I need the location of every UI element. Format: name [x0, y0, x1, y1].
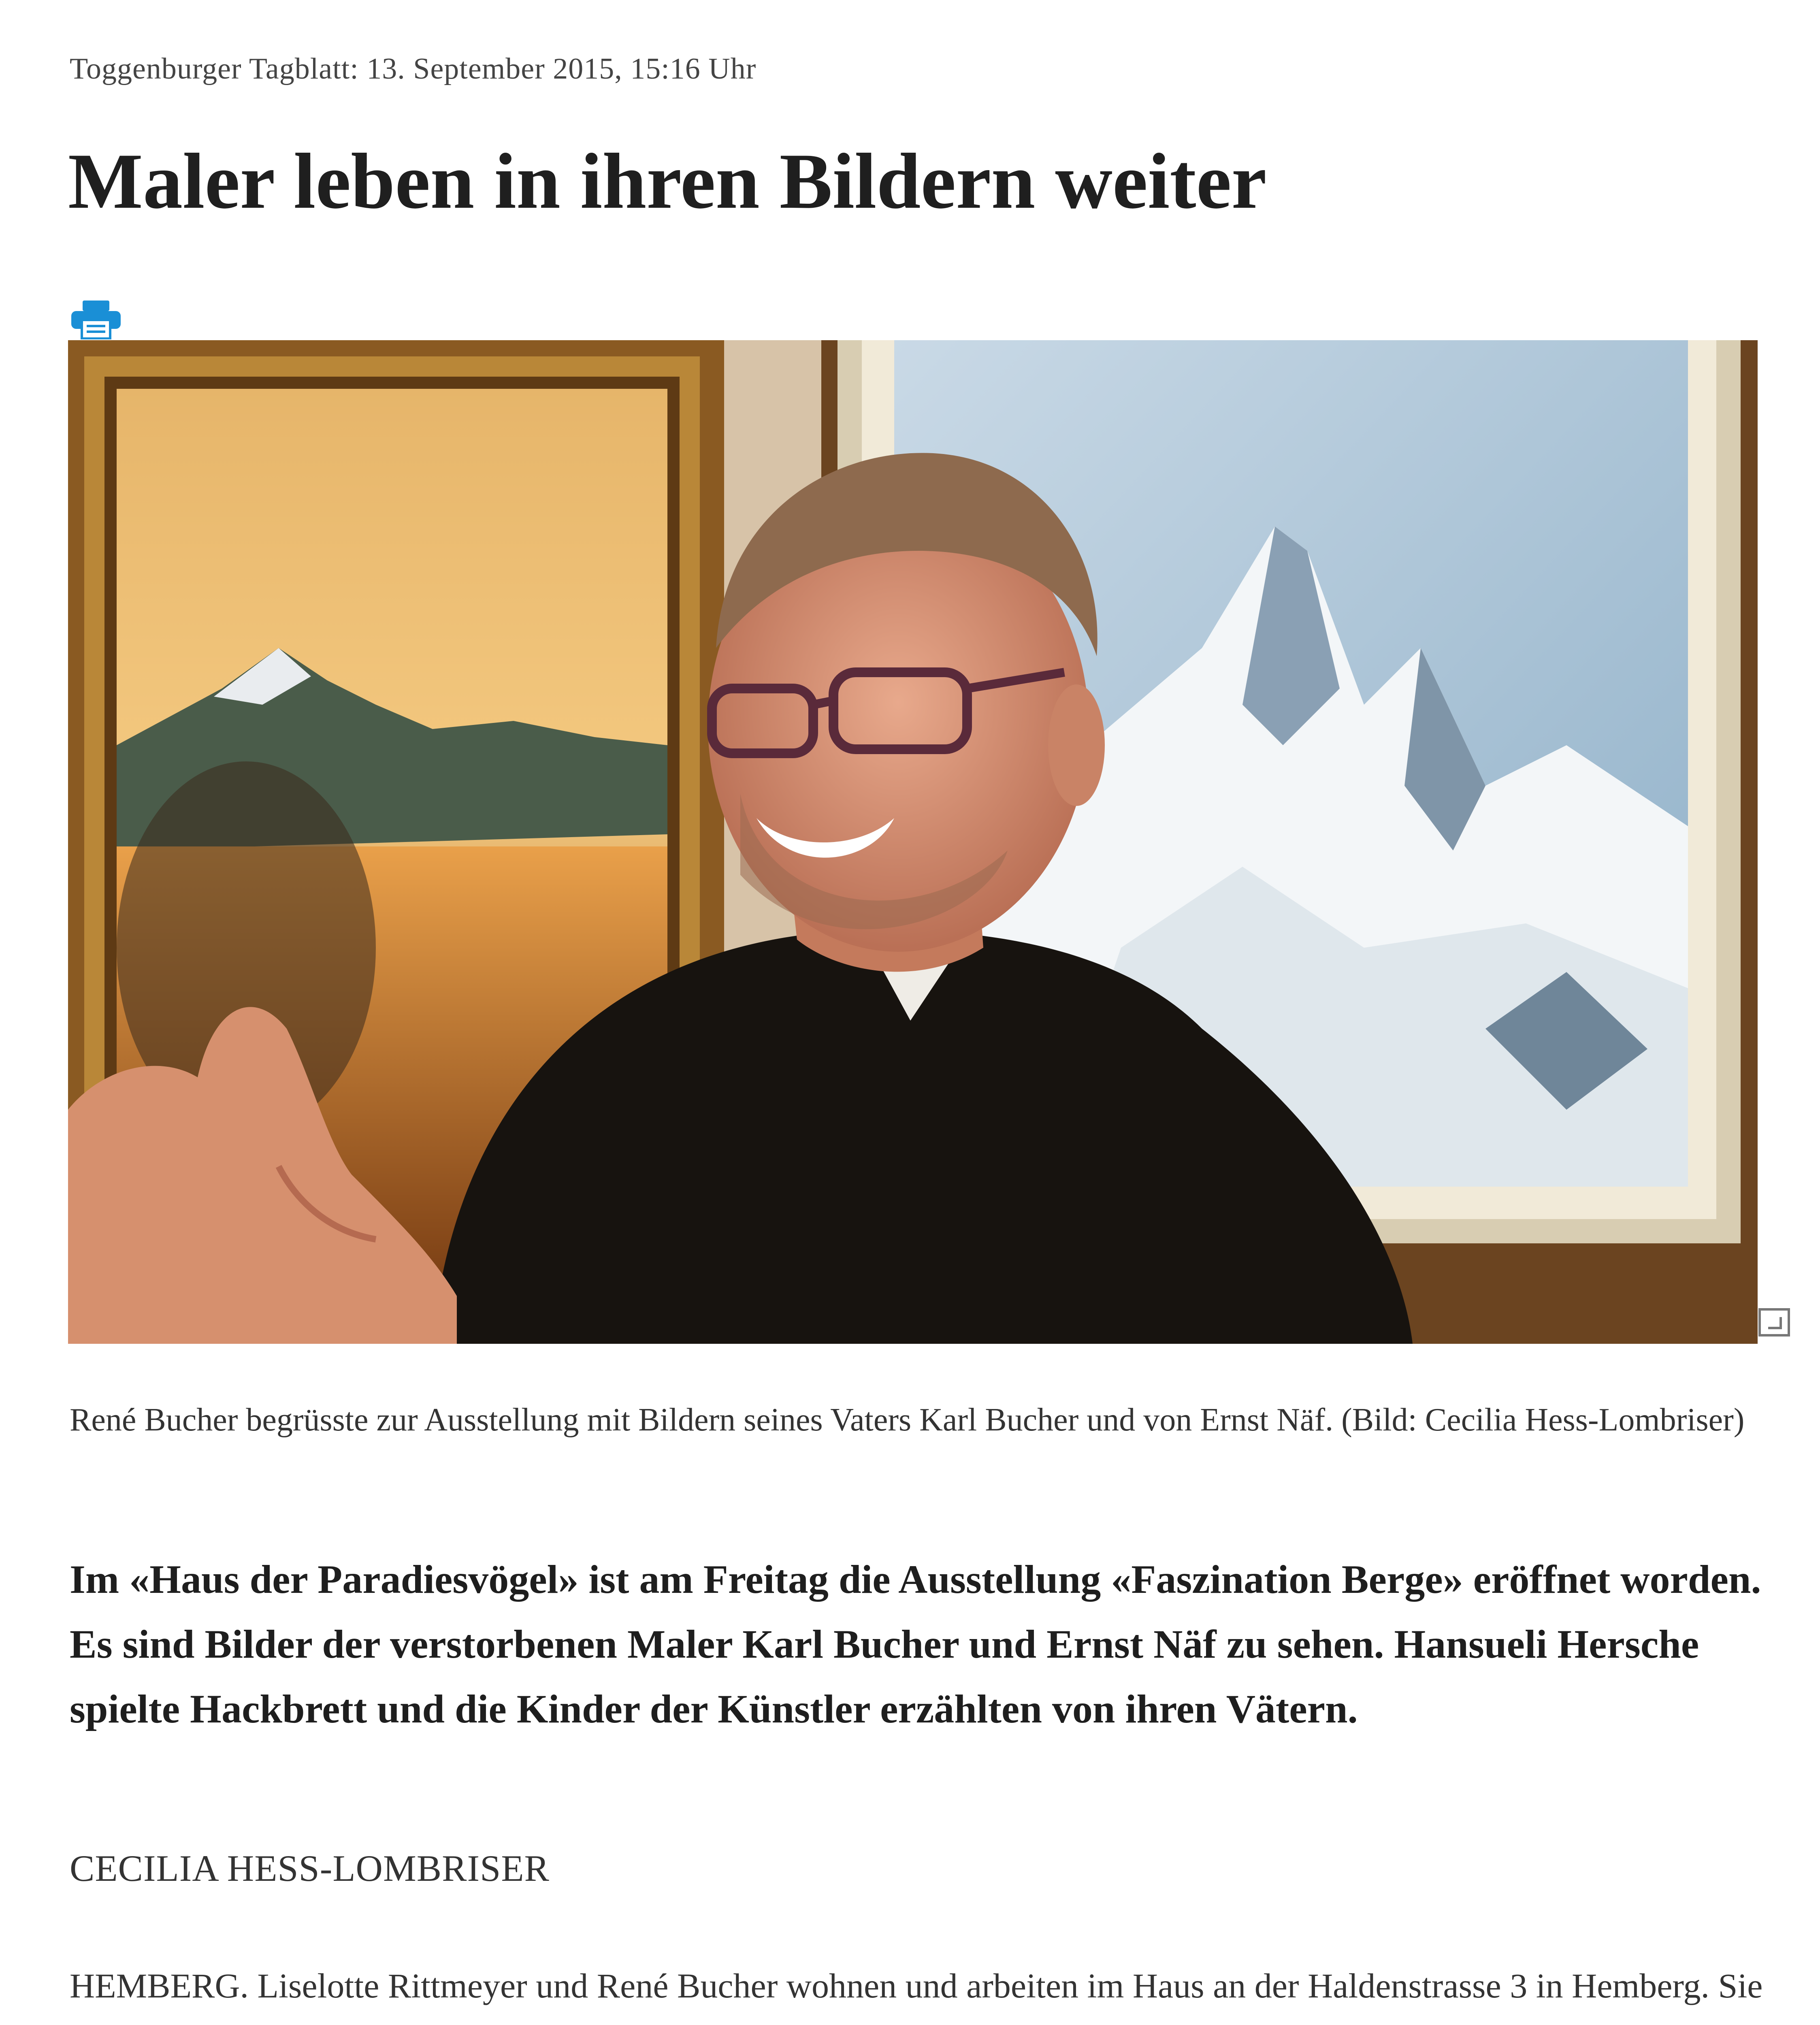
photo-caption: René Bucher begrüsste zur Ausstellung mit Bildern seines Vaters Karl Bucher und von Ernst Näf. (Bild: Cecilia Hess-Lombriser) — [70, 1402, 1745, 1438]
article-photo — [68, 340, 1758, 1344]
author-byline: CECILIA HESS-LOMBRISER — [70, 1848, 550, 1889]
dateline: Toggenburger Tagblatt: 13. September 2015, 15:16 Uhr — [70, 52, 757, 85]
enlarge-icon[interactable] — [1758, 1308, 1790, 1336]
article-headline: Maler leben in ihren Bildern weiter — [68, 137, 1267, 225]
article-lead: Im «Haus der Paradiesvögel» ist am Freitag die Ausstellung «Faszination Berge» eröffnet worden. Es sind Bilder der verstorbenen Maler Karl Bucher und Ernst Näf zu sehen. Hansueli Hersche spielte Hackbrett und die Kinder der Künstler erzählten von ihren Vätern. — [70, 1557, 1761, 1731]
body-paragraph-1: HEMBERG. Liselotte Rittmeyer und René Bucher wohnen und arbeiten im Haus an der Haldenstrasse 3 in Hemberg. Sie — [70, 1966, 1763, 2005]
print-icon[interactable] — [70, 299, 122, 339]
